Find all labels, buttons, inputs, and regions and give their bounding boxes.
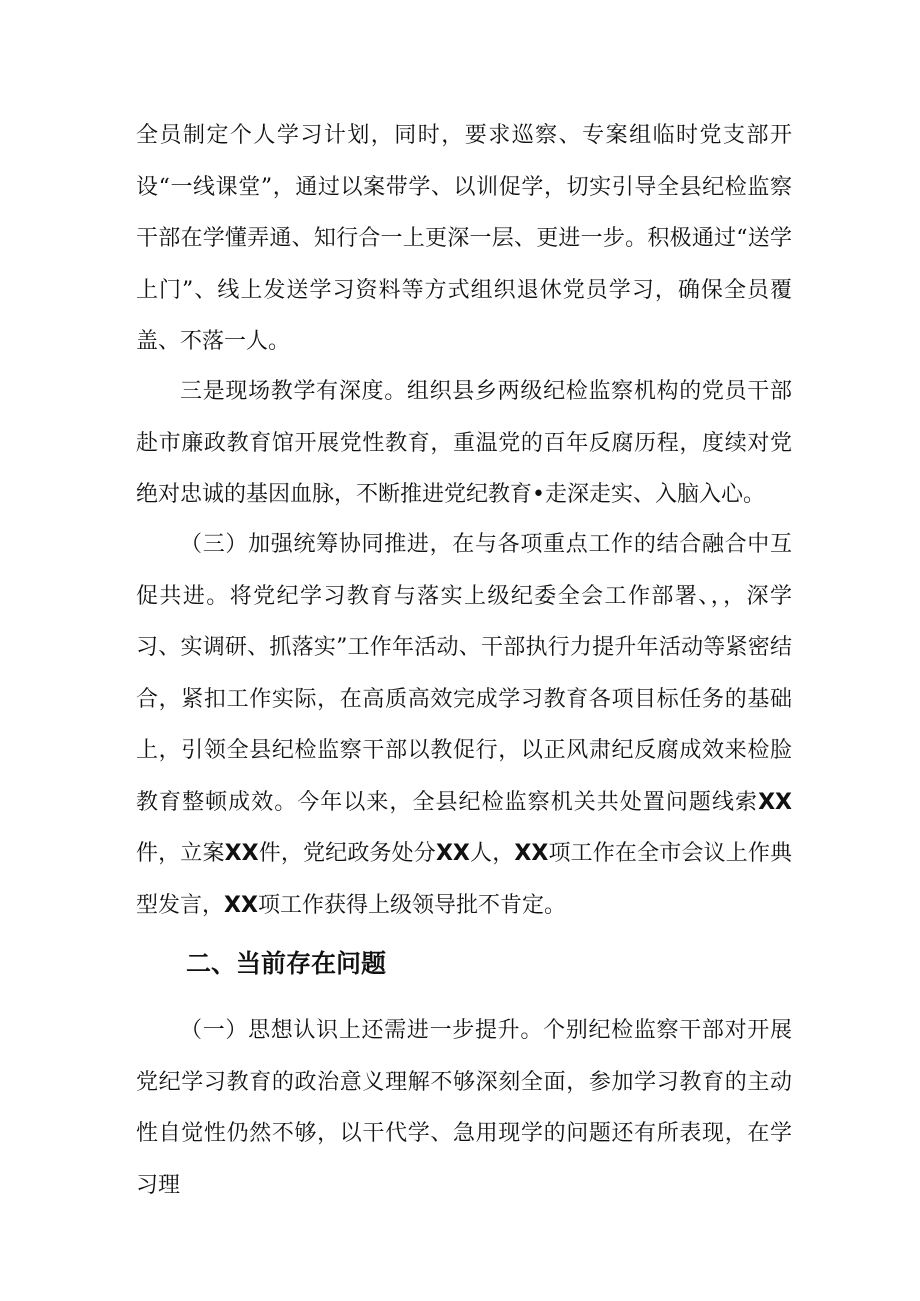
placeholder-count: XX bbox=[224, 892, 258, 918]
paragraph-text: 人， bbox=[469, 841, 515, 866]
placeholder-count: XX bbox=[224, 841, 259, 866]
paragraph-text: 项工作在全市会议上作典型发言， bbox=[136, 841, 792, 918]
paragraph-text: 件，党纪政务处分 bbox=[258, 841, 436, 866]
paragraph-ideological-awareness: （一）思想认识上还需进一步提升。个别纪检监察干部对开展党纪学习教育的政治意义理解不够深刻全面，参加学习教育的主动性自觉性仍然不够，以干代学、急用现学的问题还有所表现，在学习理 bbox=[136, 1018, 792, 1198]
placeholder-count: XX bbox=[435, 841, 470, 866]
paragraph-text: 件，立案 bbox=[136, 841, 225, 866]
paragraph-coordination bbox=[136, 519, 792, 931]
section-heading: 二、当前存在问题 bbox=[186, 949, 387, 978]
placeholder-count: XX bbox=[758, 789, 792, 815]
paragraph-onsite-teaching: 三是现场教学有深度。组织县乡两级纪检监察机构的党员干部赴市廉政教育馆开展党性教育，重温党的百年反腐历程，度续对党绝对忠诚的基因血脉，不断推进党纪教育•走深走实、入脑入心。 bbox=[136, 379, 792, 507]
placeholder-count: XX bbox=[514, 841, 549, 866]
paragraph-text: （三）加强统筹协同推进，在与各项重点工作的结合融合中互促共进。将党纪学习教育与落实上级纪委全会工作部署、，，深学习、实调研、抓落实”工作年活动、干部执行力提升年活动等紧密结合，紧扣工作实际，在高质高效完成学习教育各项目标任务的基础上，引领全县纪检监察干部以教促行，以正风肃纪反腐成效来检脸教育整顿成效。今年以来，全县纪检监察机关共处置问题线索 bbox=[136, 532, 792, 815]
paragraph-study-plan: 全员制定个人学习计划，同时，要求巡察、专案组临时党支部开设“一线课堂”，通过以案带学、以训促学，切实引导全县纪检监察干部在学懂弄通、知行合一上更深一层、更进一步。积极通过“送学上门”、线上发送学习资料等方式组织退休党员学习，确保全员覆盖、不落一人。 bbox=[136, 123, 792, 354]
paragraph-text: 项工作获得上级领导批不肯定。 bbox=[257, 892, 566, 918]
